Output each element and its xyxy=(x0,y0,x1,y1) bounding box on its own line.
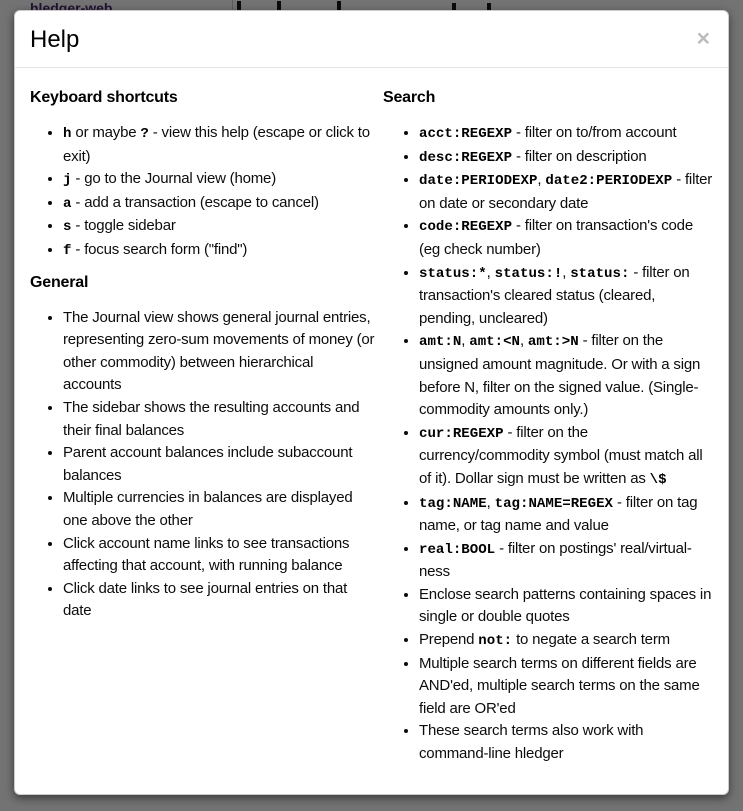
code-term: a xyxy=(63,195,72,212)
code-term: j xyxy=(63,172,72,189)
code-term: amt:<N xyxy=(469,334,520,351)
list-item: • amt:N, amt:<N, amt:>N - filter on the unsigned amount magnitude. Or with a sign before N, filter on the signed value. (Single-commodity amounts only.) xyxy=(419,330,713,421)
list-item: • Multiple currencies in balances are displayed one above the other xyxy=(63,487,375,532)
code-term: date2:PERIODEXP xyxy=(545,173,673,190)
list-item: • Enclose search patterns containing spaces in single or double quotes xyxy=(419,584,713,629)
close-button[interactable]: × xyxy=(693,25,714,52)
list-item: • The sidebar shows the resulting accounts and their final balances xyxy=(63,397,375,442)
modal-header xyxy=(15,11,728,68)
code-term: tag:NAME=REGEX xyxy=(494,495,614,512)
list-item: • Prepend not: to negate a search term xyxy=(419,629,713,653)
list-item: • The Journal view shows general journal entries, representing zero-sum movements of money (or other commodity) between hierarchical accounts xyxy=(63,307,375,397)
list-item: • Parent account balances include subaccount balances xyxy=(63,442,375,487)
code-term: desc:REGEXP xyxy=(419,149,513,166)
code-term: cur:REGEXP xyxy=(419,425,504,442)
code-term: f xyxy=(63,242,72,259)
list-item: • Multiple search terms on different fields are AND'ed, multiple search terms on the same field are OR'ed xyxy=(419,653,713,721)
modal-title: Help xyxy=(30,26,80,53)
list-item: • j - go to the Journal view (home) xyxy=(63,168,375,192)
list-item: • tag:NAME, tag:NAME=REGEX - filter on tag name, or tag name and value xyxy=(419,492,713,538)
list-item: • code:REGEXP - filter on transaction's code (eg check number) xyxy=(419,215,713,261)
code-term: acct:REGEXP xyxy=(419,126,513,142)
list-item: • date:PERIODEXP, date2:PERIODEXP - filter on date or secondary date xyxy=(419,169,713,215)
list-item: • s - toggle sidebar xyxy=(63,215,375,239)
list-item: • status:*, status:!, status: - filter on transaction's cleared status (cleared, pending, uncleared) xyxy=(419,262,713,331)
general-list xyxy=(30,307,375,623)
list-item: • desc:REGEXP - filter on description xyxy=(419,146,713,170)
help-column-left xyxy=(30,80,375,776)
list-item: • h or maybe ? - view this help (escape or click to exit) xyxy=(63,122,375,168)
list-item: • real:BOOL - filter on postings' real/virtual-ness xyxy=(419,538,713,584)
code-term: not: xyxy=(478,633,513,650)
keyboard-shortcuts-list xyxy=(30,122,375,263)
list-item: • a - add a transaction (escape to cancel) xyxy=(63,192,375,216)
list-item: • cur:REGEXP - filter on the currency/commodity symbol (must match all of it). Dollar sign must be written as \$ xyxy=(419,422,713,492)
section-heading-search: Search xyxy=(383,89,436,106)
help-column-right xyxy=(383,80,713,776)
code-term: real:BOOL xyxy=(419,541,496,558)
code-term: status: xyxy=(570,265,630,282)
code-term: s xyxy=(63,219,72,236)
list-item: • Click date links to see journal entries on that date xyxy=(63,578,375,623)
code-term: code:REGEXP xyxy=(419,219,513,236)
code-term: date:PERIODEXP xyxy=(419,173,538,190)
code-term: h xyxy=(63,126,72,142)
code-term: ? xyxy=(140,126,149,142)
section-heading-keyboard-shortcuts: Keyboard shortcuts xyxy=(30,89,178,106)
list-item: • Click account name links to see transactions affecting that account, with running balance xyxy=(63,533,375,578)
list-item: • These search terms also work with command-line hledger xyxy=(419,720,713,765)
code-term: \$ xyxy=(649,471,667,488)
code-term: amt:N xyxy=(419,334,462,351)
modal-body xyxy=(15,68,728,791)
section-heading-general: General xyxy=(30,273,89,291)
code-term: tag:NAME xyxy=(419,495,487,512)
code-term: status:! xyxy=(494,265,563,282)
list-item: • acct:REGEXP - filter on to/from account xyxy=(419,122,713,146)
code-term: amt:>N xyxy=(527,334,579,351)
list-item: • f - focus search form ("find") xyxy=(63,239,375,263)
code-term: status:* xyxy=(419,265,487,282)
help-modal xyxy=(14,10,729,795)
search-list xyxy=(383,122,713,766)
